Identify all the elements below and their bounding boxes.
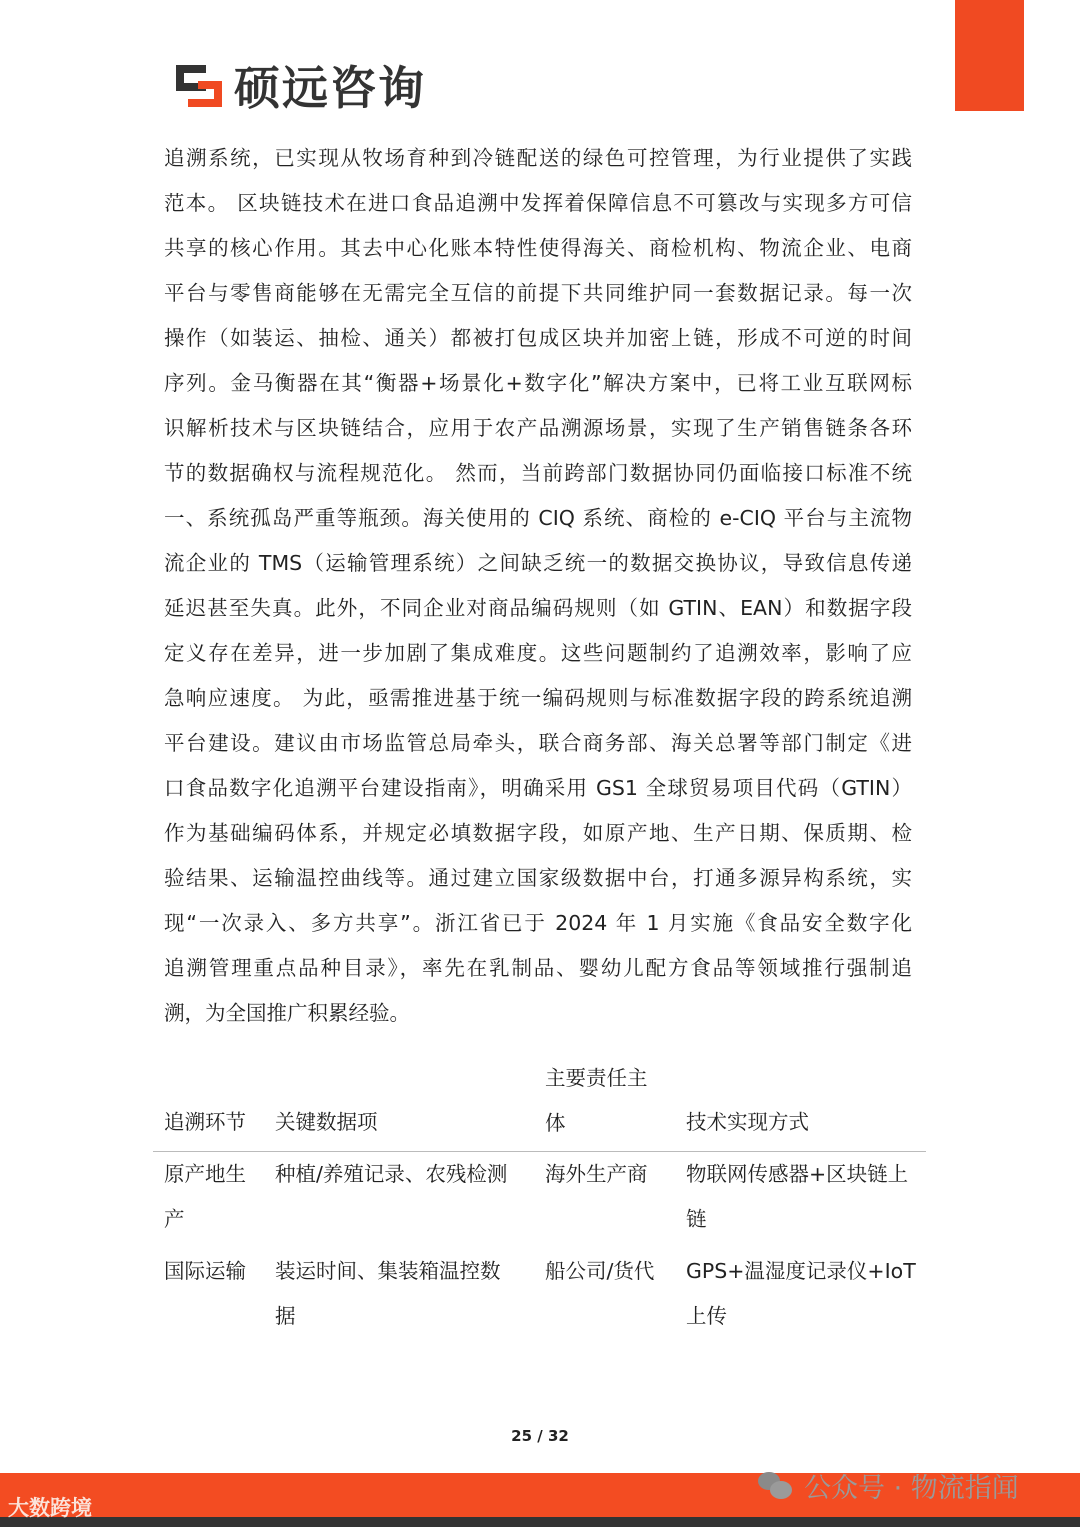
body-line: 急响应速度。 为此，亟需推进基于统一编码规则与标准数据字段的跨系统追溯 <box>164 686 912 710</box>
body-line: 追溯系统，已实现从牧场育种到冷链配送的绿色可控管理，为行业提供了实践 <box>164 146 912 170</box>
table-header-cell: 体 <box>545 1111 566 1135</box>
body-line: 定义存在差异，进一步加剧了集成难度。这些问题制约了追溯效率，影响了应 <box>164 641 912 665</box>
table-cell: 种植/养殖记录、农残检测 <box>275 1162 508 1186</box>
body-line: 序列。金马衡器在其“衡器+场景化+数字化”解决方案中，已将工业互联网标 <box>164 371 912 395</box>
body-line: 作为基础编码体系，并规定必填数据字段，如原产地、生产日期、保质期、检 <box>164 821 912 845</box>
table-cell: 上传 <box>686 1304 727 1328</box>
company-logo <box>176 58 426 115</box>
watermark-right-text: 公众号 · 物流指闻 <box>804 1473 1019 1504</box>
table-cell: 原产地生 <box>164 1162 246 1186</box>
body-line: 一、系统孤岛严重等瓶颈。海关使用的 CIQ 系统、商检的 e-CIQ 平台与主流物 <box>164 506 912 530</box>
wechat-icon <box>758 1472 792 1500</box>
body-line: 现“一次录入、多方共享”。浙江省已于 2024 年 1 月实施《食品安全数字化 <box>164 911 912 935</box>
body-line: 流企业的 TMS（运输管理系统）之间缺乏统一的数据交换协议，导致信息传递 <box>164 551 912 575</box>
table-cell: 产 <box>164 1207 185 1231</box>
watermark-left: 大数跨境 <box>8 1496 92 1520</box>
body-line: 延迟甚至失真。此外，不同企业对商品编码规则（如 GTIN、EAN）和数据字段 <box>164 596 912 620</box>
table-header-cell: 技术实现方式 <box>686 1110 809 1134</box>
body-line: 平台建设。建议由市场监管总局牵头，联合商务部、海关总署等部门制定《进 <box>164 731 912 755</box>
table-cell: 船公司/货代 <box>545 1259 655 1283</box>
table-cell: 装运时间、集装箱温控数 <box>275 1259 501 1283</box>
body-line: 溯，为全国推广积累经验。 <box>164 1001 410 1025</box>
table-cell: 海外生产商 <box>545 1162 648 1186</box>
logo-mark-icon <box>176 63 224 107</box>
body-line: 共享的核心作用。其去中心化账本特性使得海关、商检机构、物流企业、电商 <box>164 236 912 260</box>
body-line: 平台与零售商能够在无需完全互信的前提下共同维护同一套数据记录。每一次 <box>164 281 912 305</box>
footer-dark-strip <box>0 1517 1080 1527</box>
table-cell: 物联网传感器+区块链上 <box>686 1162 909 1186</box>
watermark-right <box>758 1466 1019 1505</box>
body-line: 追溯管理重点品种目录》，率先在乳制品、婴幼儿配方食品等领域推行强制追 <box>164 956 912 980</box>
table-cell: 据 <box>275 1304 296 1328</box>
body-line: 操作（如装运、抽检、通关）都被打包成区块并加密上链，形成不可逆的时间 <box>164 326 912 350</box>
body-line: 范本。 区块链技术在进口食品追溯中发挥着保障信息不可篡改与实现多方可信 <box>164 191 912 215</box>
page-number: 25 / 32 <box>511 1427 569 1445</box>
table-header-rule <box>153 1151 926 1152</box>
table-cell: 链 <box>686 1207 707 1231</box>
table-header-cell: 追溯环节 <box>164 1110 246 1134</box>
body-line: 节的数据确权与流程规范化。 然而，当前跨部门数据协同仍面临接口标准不统 <box>164 461 912 485</box>
body-line: 口食品数字化追溯平台建设指南》，明确采用 GS1 全球贸易项目代码（GTIN） <box>164 776 912 800</box>
table-header-cell: 关键数据项 <box>275 1110 378 1134</box>
table-cell: 国际运输 <box>164 1259 246 1283</box>
table-header-cell: 主要责任主 <box>545 1066 648 1090</box>
logo-text: 硕远咨询 <box>234 61 426 115</box>
body-line: 识解析技术与区块链结合，应用于农产品溯源场景，实现了生产销售链条各环 <box>164 416 912 440</box>
corner-accent-block <box>955 0 1024 111</box>
table-cell: GPS+温湿度记录仪+IoT <box>686 1259 916 1283</box>
body-line: 验结果、运输温控曲线等。通过建立国家级数据中台，打通多源异构系统，实 <box>164 866 912 890</box>
